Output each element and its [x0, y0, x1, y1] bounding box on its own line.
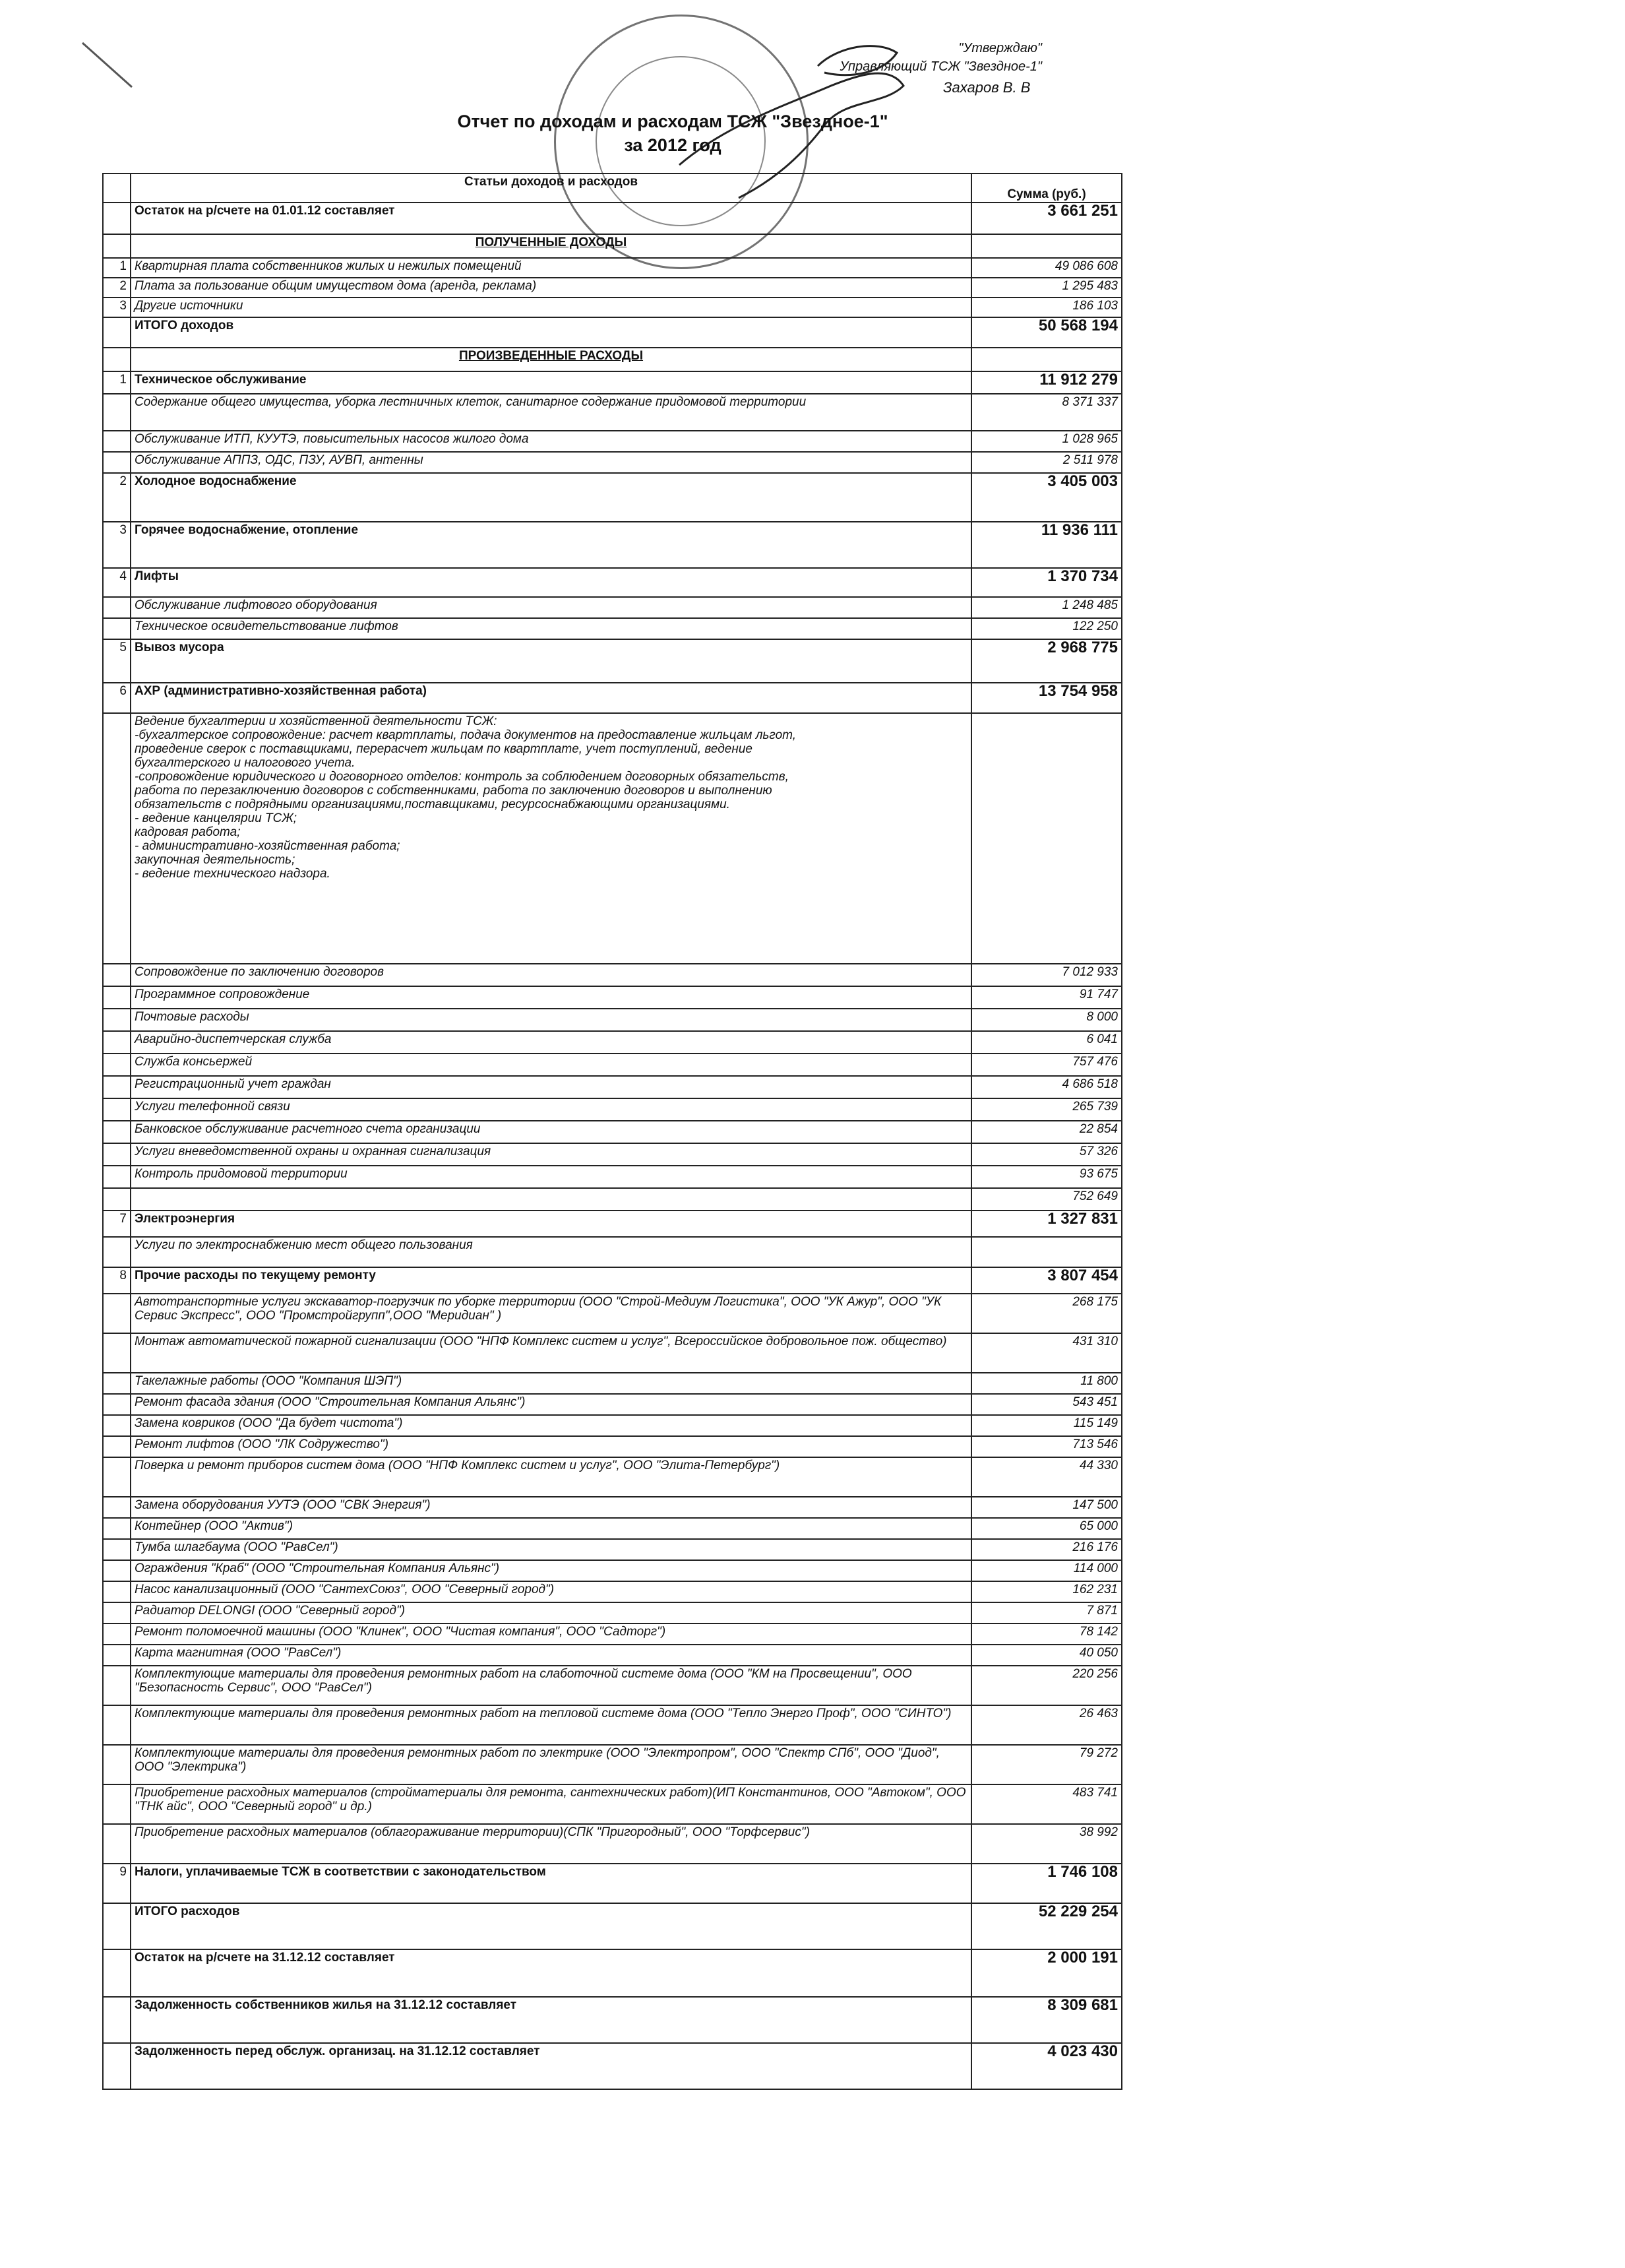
- repair-item-row: [103, 1560, 1122, 1581]
- repair-item-value: 431 310: [971, 1333, 1122, 1373]
- repair-label: Прочие расходы по текущему ремонту: [131, 1267, 971, 1294]
- tech-item-label: Содержание общего имущества, уборка лестничных клеток, санитарное содержание придомовой территории: [131, 394, 971, 431]
- row-number: 4: [103, 568, 131, 597]
- table-cell: [103, 1009, 131, 1031]
- garbage-value: 2 968 775: [971, 639, 1122, 683]
- income-item-row: [103, 278, 1122, 298]
- table-cell: [103, 1949, 131, 1997]
- ahr-item-value: 8 000: [971, 1009, 1122, 1031]
- table-cell: [103, 1143, 131, 1166]
- tech-item-row: [103, 431, 1122, 452]
- ahr-description-line: -сопровождение юридического и договорного отделов: контроль за соблюдением договорных обязательств,: [135, 770, 789, 784]
- table-cell: [103, 1076, 131, 1098]
- table-cell: [103, 2043, 131, 2089]
- income-item-value: 49 086 608: [971, 258, 1122, 278]
- expense-total-label: ИТОГО расходов: [131, 1903, 971, 1949]
- repair-section-row: [103, 1267, 1122, 1294]
- repair-item-row: [103, 1294, 1122, 1333]
- table-cell: [103, 964, 131, 986]
- repair-item-row: [103, 1373, 1122, 1394]
- row-number: 1: [103, 371, 131, 394]
- expense-total-value: 52 229 254: [971, 1903, 1122, 1949]
- ahr-description-line: проведение сверок с поставщиками, перерасчет жильцам по квартплате, учет поступлений, ведение: [135, 742, 752, 756]
- row-number: 3: [103, 298, 131, 317]
- ahr-item-row: [103, 1076, 1122, 1098]
- table-cell: [103, 1784, 131, 1824]
- tech-label: Техническое обслуживание: [131, 371, 971, 394]
- repair-item-label: Такелажные работы (ООО "Компания ШЭП"): [131, 1373, 971, 1394]
- repair-item-row: [103, 1705, 1122, 1745]
- table-cell: [103, 1518, 131, 1539]
- service-debt-label: Задолженность перед обслуж. организац. на 31.12.12 составляет: [131, 2043, 971, 2089]
- table-cell: [103, 1294, 131, 1333]
- row-number: 6: [103, 683, 131, 713]
- repair-item-value: 44 330: [971, 1457, 1122, 1497]
- ahr-description-line: - ведение технического надзора.: [135, 867, 330, 881]
- lifts-item-row: [103, 597, 1122, 618]
- service-debt-row: [103, 2043, 1122, 2089]
- repair-item-row: [103, 1581, 1122, 1602]
- table-cell: [103, 1237, 131, 1267]
- ahr-item-row: [103, 986, 1122, 1009]
- income-section-title: ПОЛУЧЕННЫЕ ДОХОДЫ: [131, 234, 971, 258]
- ahr-section-row: [103, 683, 1122, 713]
- table-cell: [103, 1098, 131, 1121]
- income-total-label: ИТОГО доходов: [131, 317, 971, 348]
- cold_water-label: Холодное водоснабжение: [131, 473, 971, 522]
- electricity-section-row: [103, 1211, 1122, 1237]
- repair-item-row: [103, 1333, 1122, 1373]
- taxes-value: 1 746 108: [971, 1864, 1122, 1903]
- repair-item-row: [103, 1745, 1122, 1784]
- ahr-description-line: Ведение бухгалтерии и хозяйственной деятельности ТСЖ:: [135, 714, 497, 728]
- table-cell: [103, 1394, 131, 1415]
- ahr-item-label: Контроль придомовой территории: [131, 1166, 971, 1188]
- repair-item-value: 7 871: [971, 1602, 1122, 1623]
- tech-item-value: 2 511 978: [971, 452, 1122, 473]
- repair-item-row: [103, 1824, 1122, 1864]
- ahr-description-line: работа по перезаключению договоров с собственниками, работа по заключению договоров и выполнению: [135, 784, 772, 798]
- report-title-line-2: за 2012 год: [624, 135, 721, 155]
- repair-item-value: 114 000: [971, 1560, 1122, 1581]
- repair-item-label: Тумба шлагбаума (ООО "РавСел"): [131, 1539, 971, 1560]
- repair-item-label: Ремонт лифтов (ООО "ЛК Содружество"): [131, 1436, 971, 1457]
- table-cell: [103, 1497, 131, 1518]
- cold_water-value: 3 405 003: [971, 473, 1122, 522]
- ahr-description-row: [103, 713, 1122, 964]
- table-cell: [103, 1054, 131, 1076]
- income-section-row: [103, 234, 1122, 258]
- repair-item-row: [103, 1394, 1122, 1415]
- repair-item-value: 147 500: [971, 1497, 1122, 1518]
- row-number: 1: [103, 258, 131, 278]
- ahr-description-line: кадровая работа;: [135, 825, 241, 839]
- owners-debt-label: Задолженность собственников жилья на 31.12.12 составляет: [131, 1997, 971, 2043]
- repair-item-label: Карта магнитная (ООО "РавСел"): [131, 1645, 971, 1666]
- ahr-item-label: Сопровождение по заключению договоров: [131, 964, 971, 986]
- repair-item-value: 543 451: [971, 1394, 1122, 1415]
- table-cell: [103, 1560, 131, 1581]
- repair-item-value: 216 176: [971, 1539, 1122, 1560]
- tech-item-row: [103, 394, 1122, 431]
- ahr-item-label: Почтовые расходы: [131, 1009, 971, 1031]
- garbage-label: Вывоз мусора: [131, 639, 971, 683]
- ahr-item-value: 91 747: [971, 986, 1122, 1009]
- table-cell: [103, 618, 131, 639]
- ahr-item-value: 4 686 518: [971, 1076, 1122, 1098]
- ahr-item-value: 757 476: [971, 1054, 1122, 1076]
- ahr-item-value: 752 649: [971, 1188, 1122, 1211]
- ahr-item-value: 93 675: [971, 1166, 1122, 1188]
- table-cell: [103, 1824, 131, 1864]
- ahr-label: АХР (административно-хозяйственная работа): [131, 683, 971, 713]
- header-articles: Статьи доходов и расходов: [131, 173, 971, 203]
- table-cell: [103, 1705, 131, 1745]
- expense-total-row: [103, 1903, 1122, 1949]
- repair-item-label: Комплектующие материалы для проведения ремонтных работ на тепловой системе дома (ООО "Тепло Энерго Проф", ООО "СИНТО"): [131, 1705, 971, 1745]
- taxes-section-row: [103, 1864, 1122, 1903]
- ahr-item-label: Услуги вневедомственной охраны и охранная сигнализация: [131, 1143, 971, 1166]
- owners-debt-row: [103, 1997, 1122, 2043]
- repair-item-label: Монтаж автоматической пожарной сигнализации (ООО "НПФ Комплекс систем и услуг", Всероссийское добровольное пож. общество): [131, 1333, 971, 1373]
- taxes-label: Налоги, уплачиваемые ТСЖ в соответствии с законодательством: [131, 1864, 971, 1903]
- table-cell: [103, 1645, 131, 1666]
- row-number: 3: [103, 522, 131, 568]
- lifts-value: 1 370 734: [971, 568, 1122, 597]
- electricity-label: Электроэнергия: [131, 1211, 971, 1237]
- table-cell: [103, 1333, 131, 1373]
- repair-value: 3 807 454: [971, 1267, 1122, 1294]
- repair-item-value: 79 272: [971, 1745, 1122, 1784]
- cold_water-section-row: [103, 473, 1122, 522]
- tech-item-row: [103, 452, 1122, 473]
- table-cell: [103, 1903, 131, 1949]
- ahr-description-line: бухгалтерского и налогового учета.: [135, 756, 355, 770]
- income-total-value: 50 568 194: [971, 317, 1122, 348]
- lifts-item-label: Техническое освидетельствование лифтов: [131, 618, 971, 639]
- repair-item-label: Приобретение расходных материалов (облагораживание территории)(СПК "Пригородный", ООО "Торфсервис"): [131, 1824, 971, 1864]
- ahr-description-line: - ведение канцелярии ТСЖ;: [135, 811, 297, 825]
- repair-item-label: Поверка и ремонт приборов систем дома (ООО "НПФ Комплекс систем и услуг", ООО "Элита-Петербург"): [131, 1457, 971, 1497]
- ahr-description: [131, 713, 971, 964]
- table-cell: [103, 1539, 131, 1560]
- service-debt-value: 4 023 430: [971, 2043, 1122, 2089]
- repair-item-row: [103, 1518, 1122, 1539]
- lifts-item-value: 122 250: [971, 618, 1122, 639]
- hot_water-section-row: [103, 522, 1122, 568]
- approval-line-3: Захаров В. В: [943, 79, 1031, 96]
- table-cell: [103, 317, 131, 348]
- ahr-item-label: Банковское обслуживание расчетного счета организации: [131, 1121, 971, 1143]
- table-cell: [103, 1997, 131, 2043]
- header-sum: Сумма (руб.): [971, 173, 1122, 203]
- row-number: 2: [103, 473, 131, 522]
- repair-item-value: 65 000: [971, 1518, 1122, 1539]
- ahr-item-value: 57 326: [971, 1143, 1122, 1166]
- ahr-item-label: Услуги телефонной связи: [131, 1098, 971, 1121]
- tech-item-value: 1 028 965: [971, 431, 1122, 452]
- ahr-item-row: [103, 1098, 1122, 1121]
- owners-debt-value: 8 309 681: [971, 1997, 1122, 2043]
- ahr-item-value: 7 012 933: [971, 964, 1122, 986]
- report-table: [102, 173, 1122, 2090]
- lifts-item-label: Обслуживание лифтового оборудования: [131, 597, 971, 618]
- approval-line-1: "Утверждаю": [958, 41, 1042, 55]
- table-cell: [103, 1121, 131, 1143]
- ahr-item-row: [103, 1031, 1122, 1054]
- repair-item-row: [103, 1784, 1122, 1824]
- opening-balance-label: Остаток на р/счете на 01.01.12 составляет: [131, 203, 971, 234]
- repair-item-value: 78 142: [971, 1623, 1122, 1645]
- hot_water-value: 11 936 111: [971, 522, 1122, 568]
- table-cell: [103, 1436, 131, 1457]
- repair-item-value: 115 149: [971, 1415, 1122, 1436]
- table-cell: [103, 1415, 131, 1436]
- ahr-value: 13 754 958: [971, 683, 1122, 713]
- income-item-value: 186 103: [971, 298, 1122, 317]
- ahr-item-row: [103, 1054, 1122, 1076]
- ahr-item-row: [103, 1009, 1122, 1031]
- repair-item-value: 483 741: [971, 1784, 1122, 1824]
- repair-item-value: 268 175: [971, 1294, 1122, 1333]
- ahr-item-label: Программное сопровождение: [131, 986, 971, 1009]
- income-item-row: [103, 258, 1122, 278]
- repair-item-row: [103, 1623, 1122, 1645]
- tech-value: 11 912 279: [971, 371, 1122, 394]
- row-number: 2: [103, 278, 131, 298]
- income-item-label: Квартирная плата собственников жилых и нежилых помещений: [131, 258, 971, 278]
- expense-section-title: ПРОИЗВЕДЕННЫЕ РАСХОДЫ: [131, 348, 971, 371]
- opening-balance-row: [103, 203, 1122, 234]
- table-cell: [103, 1457, 131, 1497]
- repair-item-row: [103, 1457, 1122, 1497]
- closing-balance-row: [103, 1949, 1122, 1997]
- repair-item-row: [103, 1666, 1122, 1705]
- table-cell: [103, 1581, 131, 1602]
- electricity-sub-label: Услуги по электроснабжению мест общего пользования: [131, 1237, 971, 1267]
- income-item-value: 1 295 483: [971, 278, 1122, 298]
- tech-item-value: 8 371 337: [971, 394, 1122, 431]
- row-number: 5: [103, 639, 131, 683]
- table-cell: [103, 1666, 131, 1705]
- expense-section-row: [103, 348, 1122, 371]
- tech-item-label: Обслуживание АППЗ, ОДС, ПЗУ, АУВП, антенны: [131, 452, 971, 473]
- garbage-section-row: [103, 639, 1122, 683]
- table-cell: [103, 1623, 131, 1645]
- ahr-item-label: Служба консьержей: [131, 1054, 971, 1076]
- report-title: [376, 110, 969, 157]
- repair-item-label: Контейнер (ООО "Актив"): [131, 1518, 971, 1539]
- tech-item-label: Обслуживание ИТП, КУУТЭ, повысительных насосов жилого дома: [131, 431, 971, 452]
- row-number: 7: [103, 1211, 131, 1237]
- repair-item-value: 220 256: [971, 1666, 1122, 1705]
- repair-item-label: Ремонт поломоечной машины (ООО "Клинек", ООО "Чистая компания", ООО "Садторг"): [131, 1623, 971, 1645]
- repair-item-value: 40 050: [971, 1645, 1122, 1666]
- repair-item-label: Комплектующие материалы для проведения ремонтных работ по электрике (ООО "Электропром", ООО "Спектр СПб", ООО "Диод", ООО "Электрика"): [131, 1745, 971, 1784]
- repair-item-label: Радиатор DELONGI (ООО "Северный город"): [131, 1602, 971, 1623]
- lifts-item-value: 1 248 485: [971, 597, 1122, 618]
- table-cell: [103, 431, 131, 452]
- table-cell: [971, 348, 1122, 371]
- income-item-row: [103, 298, 1122, 317]
- ahr-item-value: 265 739: [971, 1098, 1122, 1121]
- table-cell: [103, 1031, 131, 1054]
- repair-item-row: [103, 1539, 1122, 1560]
- repair-item-row: [103, 1645, 1122, 1666]
- repair-item-value: 11 800: [971, 1373, 1122, 1394]
- row-number: 8: [103, 1267, 131, 1294]
- repair-item-label: Замена оборудования УУТЭ (ООО "СВК Энергия"): [131, 1497, 971, 1518]
- repair-item-row: [103, 1497, 1122, 1518]
- repair-item-label: Ограждения "Краб" (ООО "Строительная Компания Альянс"): [131, 1560, 971, 1581]
- repair-item-row: [103, 1415, 1122, 1436]
- table-cell: [103, 1745, 131, 1784]
- table-header-row: [103, 173, 1122, 203]
- repair-item-row: [103, 1602, 1122, 1623]
- table-cell: [103, 1166, 131, 1188]
- ahr-description-line: обязательств с подрядными организациями,поставщиками, ресурсоснабжающими организациями.: [135, 798, 730, 811]
- lifts-label: Лифты: [131, 568, 971, 597]
- ahr-item-label: [131, 1188, 971, 1211]
- repair-item-label: Приобретение расходных материалов (стройматериалы для ремонта, сантехнических работ)(ИП Константинов, ООО "Автоком", ООО "ТНК айс", ООО "Северный город" и др.): [131, 1784, 971, 1824]
- ahr-item-row: [103, 1121, 1122, 1143]
- table-cell: [103, 986, 131, 1009]
- ahr-item-label: Регистрационный учет граждан: [131, 1076, 971, 1098]
- lifts-section-row: [103, 568, 1122, 597]
- ahr-description-line: -бухгалтерское сопровождение: расчет квартплаты, подача документов на предоставление жильцам льгот,: [135, 728, 797, 742]
- income-total-row: [103, 317, 1122, 348]
- table-cell: [971, 713, 1122, 964]
- table-cell: [103, 1602, 131, 1623]
- table-cell: [103, 348, 131, 371]
- repair-item-value: 162 231: [971, 1581, 1122, 1602]
- repair-item-label: Насос канализационный (ООО "СантехСоюз", ООО "Северный город"): [131, 1581, 971, 1602]
- pen-stroke-mark: [79, 40, 138, 92]
- repair-item-label: Автотранспортные услуги экскаватор-погрузчик по уборке территории (ООО "Строй-Медиум Логистика", ООО "УК Ажур", ООО "УК Сервис Экспресс", ООО "Промстройгрупп",ООО "Меридиан" ): [131, 1294, 971, 1333]
- opening-balance-value: 3 661 251: [971, 203, 1122, 234]
- repair-item-label: Замена ковриков (ООО "Да будет чистота"): [131, 1415, 971, 1436]
- repair-item-value: 38 992: [971, 1824, 1122, 1864]
- ahr-item-row: [103, 1188, 1122, 1211]
- repair-item-label: Комплектующие материалы для проведения ремонтных работ на слаботочной системе дома (ООО "КМ на Просвещении", ООО "Безопасность Сервис", ООО "РавСел"): [131, 1666, 971, 1705]
- approval-line-2: Управляющий ТСЖ "Звездное-1": [840, 59, 1042, 74]
- ahr-description-line: закупочная деятельность;: [135, 853, 295, 867]
- report-title-line-1: Отчет по доходам и расходам ТСЖ "Звездное-1": [457, 111, 888, 131]
- ahr-item-value: 6 041: [971, 1031, 1122, 1054]
- table-cell: [103, 1188, 131, 1211]
- repair-item-value: 713 546: [971, 1436, 1122, 1457]
- ahr-item-row: [103, 1166, 1122, 1188]
- table-cell: [971, 1237, 1122, 1267]
- closing-balance-value: 2 000 191: [971, 1949, 1122, 1997]
- table-cell: [103, 452, 131, 473]
- repair-item-row: [103, 1436, 1122, 1457]
- closing-balance-label: Остаток на р/счете на 31.12.12 составляет: [131, 1949, 971, 1997]
- hot_water-label: Горячее водоснабжение, отопление: [131, 522, 971, 568]
- ahr-item-row: [103, 964, 1122, 986]
- income-item-label: Плата за пользование общим имуществом дома (аренда, реклама): [131, 278, 971, 298]
- table-cell: [103, 713, 131, 964]
- electricity-value: 1 327 831: [971, 1211, 1122, 1237]
- ahr-item-value: 22 854: [971, 1121, 1122, 1143]
- table-cell: [103, 394, 131, 431]
- table-cell: [103, 597, 131, 618]
- row-number: 9: [103, 1864, 131, 1903]
- repair-item-label: Ремонт фасада здания (ООО "Строительная Компания Альянс"): [131, 1394, 971, 1415]
- tech-section-row: [103, 371, 1122, 394]
- table-cell: [103, 1373, 131, 1394]
- ahr-item-label: Аварийно-диспетчерская служба: [131, 1031, 971, 1054]
- lifts-item-row: [103, 618, 1122, 639]
- ahr-description-line: - административно-хозяйственная работа;: [135, 839, 400, 853]
- ahr-item-row: [103, 1143, 1122, 1166]
- income-item-label: Другие источники: [131, 298, 971, 317]
- electricity-sub-row: [103, 1237, 1122, 1267]
- repair-item-value: 26 463: [971, 1705, 1122, 1745]
